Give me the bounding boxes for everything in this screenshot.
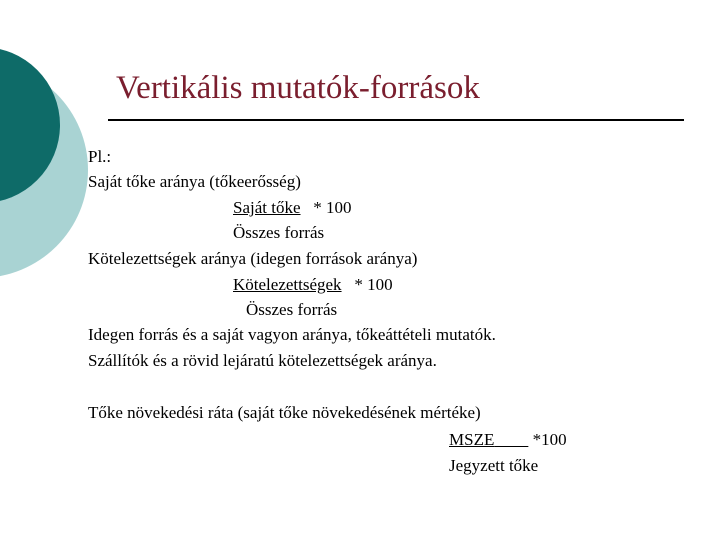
suppliers-text: Szállítók és a rövid lejáratú kötelezettségek aránya. [88, 351, 437, 370]
liabilities-ratio-multiplier: * 100 [354, 275, 393, 294]
liabilities-ratio-numerator-text: Kötelezettségek [233, 275, 342, 294]
growth-rate-numerator-value: MSZE [449, 430, 495, 449]
growth-rate-heading: Tőke növekedési ráta (saját tőke növekedésének mértéke) [88, 403, 481, 422]
liabilities-ratio-numerator [233, 275, 393, 295]
equity-ratio-numerator [233, 198, 352, 218]
slide-title: Vertikális mutatók-források [116, 70, 480, 106]
example-label: Pl.: [88, 147, 112, 166]
leverage-text: Idegen forrás és a saját vagyon aránya, tőkeáttételi mutatók. [88, 325, 496, 344]
equity-ratio-heading: Saját tőke aránya (tőkeerősség) [88, 172, 301, 191]
growth-rate-numerator-text [449, 430, 528, 449]
equity-ratio-numerator-text: Saját tőke [233, 198, 301, 217]
decorative-circles [0, 0, 90, 300]
growth-rate-denominator: Jegyzett tőke [449, 456, 539, 475]
growth-rate-multiplier: *100 [532, 430, 567, 449]
growth-rate-numerator [449, 430, 567, 450]
equity-ratio-denominator: Összes forrás [233, 223, 325, 242]
liabilities-ratio-denominator: Összes forrás [246, 300, 338, 319]
title-underline-rule [108, 119, 684, 121]
equity-ratio-multiplier: * 100 [313, 198, 352, 217]
liabilities-ratio-heading: Kötelezettségek aránya (idegen források aránya) [88, 249, 418, 268]
